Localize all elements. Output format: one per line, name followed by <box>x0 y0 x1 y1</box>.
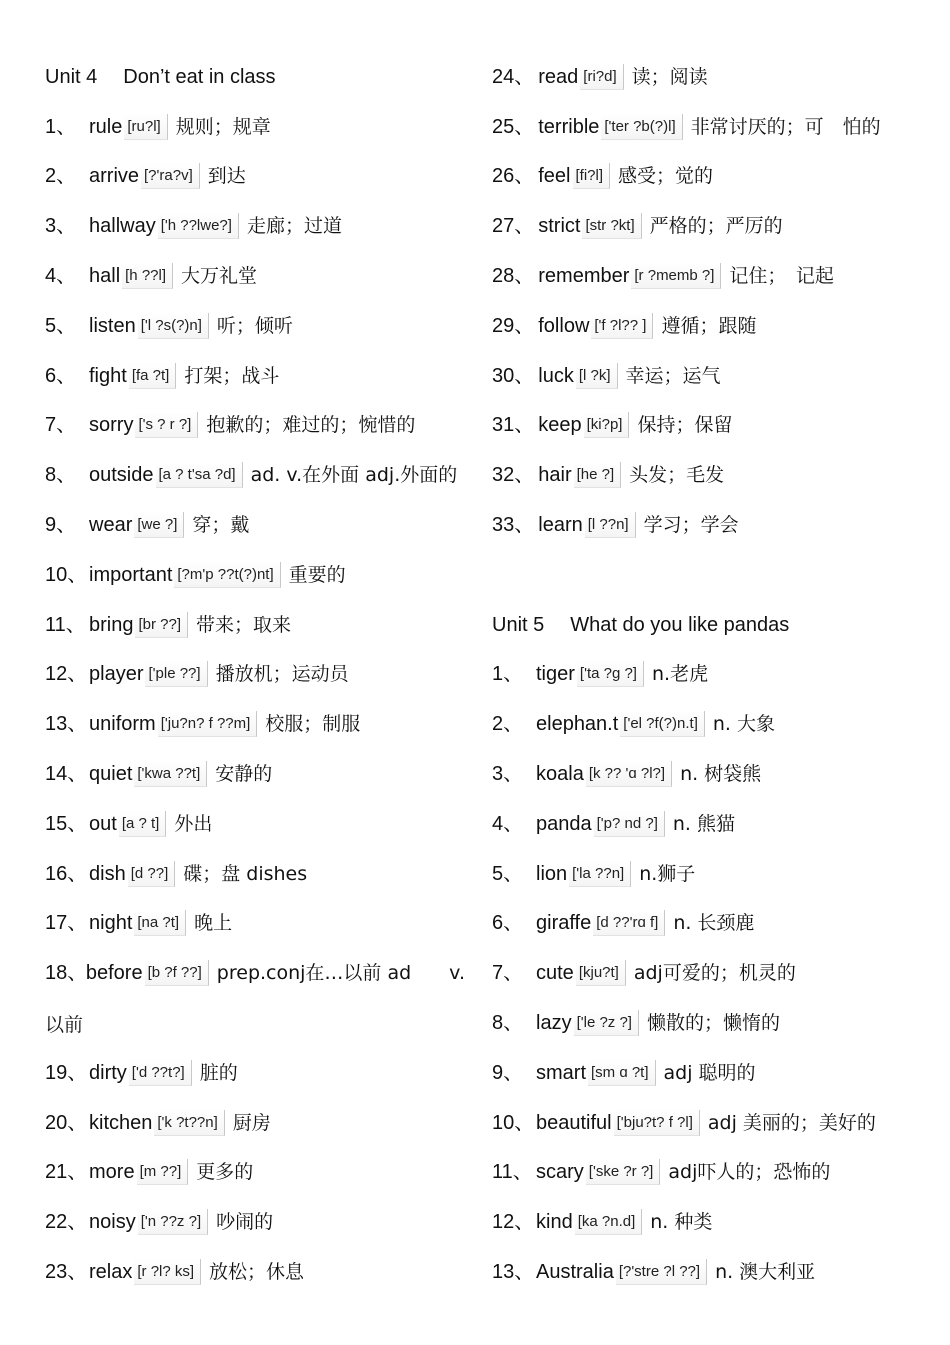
entry-number: 26、 <box>492 165 535 188</box>
vocab-entry <box>492 1247 932 1297</box>
vocab-entry <box>45 152 465 202</box>
entry-word: listen <box>89 314 136 337</box>
right-column <box>492 52 932 1297</box>
entry-word: outside <box>89 464 154 487</box>
entry-number: 7、 <box>45 414 77 437</box>
entry-number: 20、 <box>45 1111 88 1134</box>
entry-phonetic: ['n ??z ?] <box>138 1209 208 1235</box>
entry-word: elephan.t <box>536 713 619 736</box>
entry-number: 2、 <box>492 713 524 736</box>
vocab-entry <box>45 102 465 152</box>
entry-phonetic: [fa ?t] <box>129 363 177 389</box>
entry-word: read <box>538 65 579 88</box>
entry-meaning: 安静的 <box>215 763 273 786</box>
entry-phonetic: [d ??'rɑ f] <box>593 910 665 936</box>
vocab-entry <box>492 899 932 949</box>
entry-word: out <box>89 812 117 835</box>
entry-number: 5、 <box>45 314 77 337</box>
entry-meaning: 重要的 <box>288 563 346 586</box>
entry-phonetic: [a ? t'sa ?d] <box>156 462 243 488</box>
spacer <box>492 550 932 600</box>
entry-number: 22、 <box>45 1211 88 1234</box>
entry-word: luck <box>538 364 574 387</box>
entry-meaning: 打架；战斗 <box>184 364 280 387</box>
vocab-entry <box>492 251 932 301</box>
entry-number: 25、 <box>492 115 535 138</box>
entry-number: 32、 <box>492 464 535 487</box>
entry-meaning: 大万礼堂 <box>181 265 258 288</box>
vocab-entry <box>45 351 465 401</box>
vocab-entry <box>45 849 465 899</box>
entry-number: 7、 <box>492 962 524 985</box>
vocab-entry <box>492 849 932 899</box>
entry-word: important <box>89 563 173 586</box>
entry-phonetic: [kju?t] <box>576 960 626 986</box>
vocab-entry <box>492 998 932 1048</box>
unit4-heading <box>45 52 465 102</box>
entry-word: kind <box>536 1211 573 1234</box>
vocab-entry <box>45 1048 465 1098</box>
entry-number: 29、 <box>492 314 535 337</box>
entry-number: 14、 <box>45 763 88 786</box>
entry-phonetic: ['p? nd ?] <box>594 811 665 837</box>
entry-phonetic: [k ?? 'ɑ ?l?] <box>586 761 672 787</box>
entry-word: Australia <box>536 1261 614 1284</box>
entry-meaning: 幸运；运气 <box>625 364 721 387</box>
entry-phonetic: ['d ??t?] <box>129 1060 192 1086</box>
unit5-label: Unit 5 <box>492 613 545 636</box>
entry-meaning: n. 长颈鹿 <box>673 912 755 935</box>
entry-number: 15、 <box>45 812 88 835</box>
entry-word: before <box>85 962 143 985</box>
entry-phonetic: [fi?l] <box>573 163 611 189</box>
entry-phonetic: [l ??n] <box>585 512 636 538</box>
entry-phonetic: [h ??l] <box>122 263 173 289</box>
entry-word: kitchen <box>89 1111 153 1134</box>
entry-phonetic: [ru?l] <box>124 114 167 140</box>
entry-number: 2、 <box>45 165 77 188</box>
entry-phonetic: [na ?t] <box>134 910 186 936</box>
entry-meaning: ad. v.在外面 adj.外面的 <box>250 464 458 487</box>
entry-meaning: n.老虎 <box>651 663 709 686</box>
entry-phonetic: ['kwa ??t] <box>134 761 207 787</box>
entry-word: cute <box>536 962 574 985</box>
entry-word: giraffe <box>536 912 592 935</box>
entry-phonetic: [he ?] <box>574 462 622 488</box>
entry-number: 1、 <box>45 115 77 138</box>
vocab-entry <box>492 1048 932 1098</box>
entry-meaning: 规则；规章 <box>175 115 271 138</box>
entry-word: rule <box>89 115 123 138</box>
entry-phonetic: ['s ? r ?] <box>135 412 198 438</box>
entry-phonetic: [sm ɑ ?t] <box>588 1060 656 1086</box>
entry-phonetic: [ki?p] <box>584 412 630 438</box>
entry-number: 18、 <box>45 962 88 985</box>
left-column <box>45 52 465 1297</box>
entry-meaning: 保持；保留 <box>637 414 733 437</box>
entry-phonetic: [d ??] <box>128 861 176 887</box>
entry-phonetic: ['l ?s(?)n] <box>138 313 209 339</box>
entry-phonetic: [a ? t] <box>119 811 167 837</box>
entry-word: lazy <box>536 1012 572 1035</box>
entry-word: keep <box>538 414 582 437</box>
entry-meaning: 碟；盘 dishes <box>183 862 308 885</box>
vocab-entry <box>45 450 465 500</box>
entry-meaning: n. 种类 <box>650 1211 713 1234</box>
vocab-entry <box>45 948 465 998</box>
entry-word: uniform <box>89 713 156 736</box>
entry-number: 10、 <box>492 1111 535 1134</box>
vocab-entry <box>492 500 932 550</box>
entry-meaning: adj 聪明的 <box>663 1061 756 1084</box>
entry-phonetic: [str ?kt] <box>582 213 641 239</box>
entry-meaning: 读；阅读 <box>631 65 708 88</box>
entry-number: 3、 <box>45 215 77 238</box>
entry-word: fight <box>89 364 127 387</box>
entry-number: 4、 <box>45 265 77 288</box>
vocab-entry <box>492 948 932 998</box>
entry-number: 17、 <box>45 912 88 935</box>
vocab-entry <box>45 1197 465 1247</box>
entry-word: arrive <box>89 165 140 188</box>
vocab-entry <box>45 1098 465 1148</box>
entry-phonetic: [br ??] <box>135 612 188 638</box>
entry-meaning: adj 美丽的；美好的 <box>707 1111 876 1134</box>
entry-phonetic: [m ??] <box>137 1159 189 1185</box>
entry-meaning: 学习；学会 <box>643 514 739 537</box>
entry-meaning: 记住； 记起 <box>729 265 834 288</box>
entry-word: night <box>89 912 133 935</box>
entry-word: smart <box>536 1061 586 1084</box>
entry-meaning: 脏的 <box>199 1061 238 1084</box>
entry-meaning: 校服；制服 <box>265 713 361 736</box>
entry-word: relax <box>89 1261 133 1284</box>
vocab-entry <box>492 650 932 700</box>
entry-phonetic: ['la ??n] <box>569 861 631 887</box>
entry-meaning: 严格的；严厉的 <box>649 215 783 238</box>
entry-word: dish <box>89 862 126 885</box>
entry-meaning: 遵循；跟随 <box>661 314 757 337</box>
vocab-entry <box>45 201 465 251</box>
entry-phonetic: [ri?d] <box>580 64 623 90</box>
entry-meaning: prep.conj在…以前 ad v. <box>216 962 465 985</box>
vocab-entry <box>492 102 932 152</box>
entry-phonetic: ['ple ??] <box>145 661 207 687</box>
entry-meaning: n. 熊猫 <box>672 812 735 835</box>
vocab-entry <box>492 749 932 799</box>
entry-meaning: 放松；休息 <box>209 1261 305 1284</box>
entry-word: koala <box>536 763 584 786</box>
entry-number: 9、 <box>492 1061 524 1084</box>
vocab-entry <box>492 1197 932 1247</box>
entry-word: strict <box>538 215 581 238</box>
entry-number: 8、 <box>45 464 77 487</box>
vocab-entry <box>45 699 465 749</box>
entry-number: 8、 <box>492 1012 524 1035</box>
entry-meaning: n. 大象 <box>712 713 775 736</box>
vocab-entry <box>492 1098 932 1148</box>
entry-phonetic: [we ?] <box>134 512 184 538</box>
entry-meaning: 更多的 <box>196 1161 254 1184</box>
entry-number: 3、 <box>492 763 524 786</box>
unit5-title: What do you like pandas <box>570 613 790 636</box>
entry-number: 23、 <box>45 1261 88 1284</box>
entry-word: sorry <box>89 414 134 437</box>
entry-word: hair <box>538 464 572 487</box>
entry-meaning: 感受；觉的 <box>618 165 714 188</box>
entry-meaning: 非常讨厌的；可 怕的 <box>690 115 881 138</box>
entry-meaning: 头发；毛发 <box>629 464 725 487</box>
entry-phonetic: ['ter ?b(?)l] <box>601 114 682 140</box>
vocab-entry <box>45 600 465 650</box>
entry-phonetic: ['le ?z ?] <box>574 1010 639 1036</box>
vocab-entry <box>45 251 465 301</box>
entry-number: 12、 <box>492 1211 535 1234</box>
entry-phonetic: [?m'p ??t(?)nt] <box>174 562 280 588</box>
entry-number: 21、 <box>45 1161 88 1184</box>
entry-word: tiger <box>536 663 575 686</box>
entry-number: 6、 <box>45 364 77 387</box>
entry-number: 9、 <box>45 514 77 537</box>
entry-meaning: 播放机；运动员 <box>215 663 349 686</box>
entry-phonetic: [ka ?n.d] <box>575 1209 643 1235</box>
vocab-entry <box>492 201 932 251</box>
entry-phonetic: ['k ?t??n] <box>154 1110 224 1136</box>
entry-number: 30、 <box>492 364 535 387</box>
entry-word: learn <box>538 514 583 537</box>
entry-word: scary <box>536 1161 584 1184</box>
vocab-entry <box>45 650 465 700</box>
entry-number: 19、 <box>45 1061 88 1084</box>
vocab-entry <box>492 699 932 749</box>
entry-number: 31、 <box>492 414 535 437</box>
entry-word: hall <box>89 265 121 288</box>
entry-number: 33、 <box>492 514 535 537</box>
entry-meaning: 抱歉的；难过的；惋惜的 <box>206 414 416 437</box>
entry-meaning: 厨房 <box>232 1111 271 1134</box>
entry-phonetic: ['ske ?r ?] <box>586 1159 661 1185</box>
entry-number: 10、 <box>45 563 88 586</box>
entry-word: terrible <box>538 115 600 138</box>
vocab-entry <box>45 799 465 849</box>
entry-phonetic: ['h ??lwe?] <box>158 213 239 239</box>
vocab-entry <box>492 450 932 500</box>
entry-phonetic: [?'ra?v] <box>141 163 200 189</box>
vocab-entry <box>45 301 465 351</box>
entry-phonetic: ['ta ?g ?] <box>577 661 644 687</box>
entry-18-continuation: 以前 <box>45 1013 84 1036</box>
vocab-entry <box>45 749 465 799</box>
entry-number: 11、 <box>492 1161 533 1184</box>
entry-word: panda <box>536 812 592 835</box>
entry-number: 4、 <box>492 812 524 835</box>
vocab-entry <box>492 401 932 451</box>
entry-meaning: 外出 <box>174 812 213 835</box>
vocab-entry <box>492 799 932 849</box>
entry-number: 1、 <box>492 663 524 686</box>
entry-meaning: adj吓人的；恐怖的 <box>668 1161 831 1184</box>
vocab-entry <box>45 550 465 600</box>
entry-phonetic: ['ju?n? f ??m] <box>158 711 258 737</box>
entry-word: dirty <box>89 1061 127 1084</box>
entry-phonetic: [r ?l? ks] <box>134 1259 201 1285</box>
vocab-entry <box>45 1247 465 1297</box>
entry-meaning: 听；倾听 <box>216 314 293 337</box>
vocab-entry <box>492 351 932 401</box>
vocab-entry <box>492 1148 932 1198</box>
vocab-entry <box>45 1148 465 1198</box>
entry-word: remember <box>538 265 630 288</box>
entry-meaning: n.狮子 <box>639 862 696 885</box>
entry-number: 11、 <box>45 613 86 636</box>
entry-number: 27、 <box>492 215 535 238</box>
vocab-entry <box>492 301 932 351</box>
entry-meaning: 吵闹的 <box>216 1211 274 1234</box>
entry-word: more <box>89 1161 135 1184</box>
entry-meaning: n. 澳大利亚 <box>715 1261 816 1284</box>
entry-number: 5、 <box>492 862 524 885</box>
entry-number: 24、 <box>492 65 535 88</box>
vocab-entry <box>492 52 932 102</box>
entry-number: 13、 <box>45 713 88 736</box>
entry-phonetic: [b ?f ??] <box>145 960 209 986</box>
entry-word: feel <box>538 165 571 188</box>
entry-meaning: 带来；取来 <box>196 613 292 636</box>
entry-number: 28、 <box>492 265 535 288</box>
entry-word: lion <box>536 862 568 885</box>
entry-word: wear <box>89 514 133 537</box>
entry-number: 12、 <box>45 663 88 686</box>
entry-phonetic: [r ?memb ?] <box>631 263 721 289</box>
entry-meaning: n. 树袋熊 <box>680 763 762 786</box>
entry-phonetic: ['f ?l?? ] <box>591 313 653 339</box>
entry-meaning: 穿；戴 <box>192 514 250 537</box>
entry-phonetic: ['el ?f(?)n.t] <box>620 711 705 737</box>
entry-meaning: 到达 <box>207 165 246 188</box>
unit4-title: Don’t eat in class <box>123 65 276 88</box>
vocab-entry <box>45 401 465 451</box>
entry-number: 13、 <box>492 1261 535 1284</box>
entry-word: quiet <box>89 763 133 786</box>
entry-number: 6、 <box>492 912 524 935</box>
entry-meaning: 晚上 <box>194 912 233 935</box>
entry-number: 16、 <box>45 862 88 885</box>
vocab-entry <box>45 500 465 550</box>
unit4-label: Unit 4 <box>45 65 98 88</box>
entry-word: hallway <box>89 215 156 238</box>
entry-word: noisy <box>89 1211 136 1234</box>
unit5-heading <box>492 600 932 650</box>
entry-word: player <box>89 663 144 686</box>
entry-word: beautiful <box>536 1111 612 1134</box>
entry-meaning: 懒散的；懒惰的 <box>646 1012 780 1035</box>
vocab-entry <box>45 899 465 949</box>
vocab-entry <box>492 152 932 202</box>
entry-meaning: 走廊；过道 <box>246 215 342 238</box>
entry-phonetic: [l ?k] <box>576 363 618 389</box>
entry-word: follow <box>538 314 590 337</box>
entry-phonetic: [?'stre ?l ??] <box>616 1259 707 1285</box>
entry-word: bring <box>89 613 134 636</box>
entry-meaning: adj可爱的；机灵的 <box>633 962 796 985</box>
entry-phonetic: ['bju?t? f ?l] <box>614 1110 700 1136</box>
